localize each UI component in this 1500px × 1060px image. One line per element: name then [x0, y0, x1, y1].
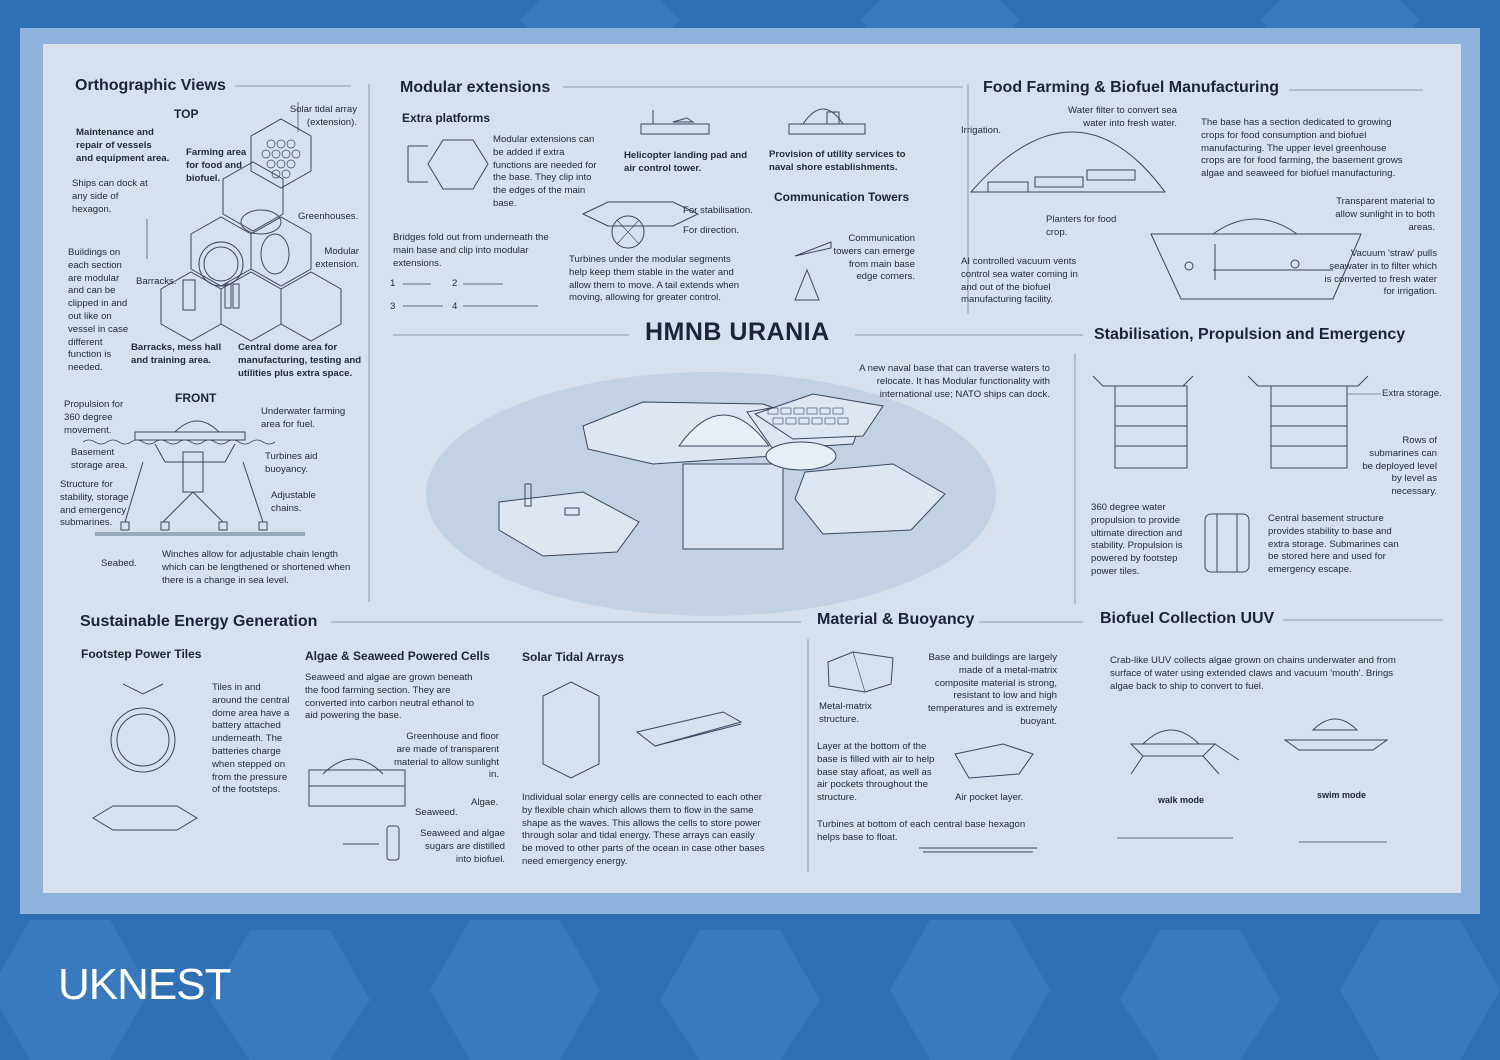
- material-heading: Material & Buoyancy: [817, 611, 975, 628]
- submarine-rows-note: Rows of submarines can be deployed level by level as necessary.: [1362, 435, 1437, 498]
- main-base-illustration: [426, 372, 996, 616]
- algae-note: Algae.: [471, 797, 499, 808]
- food-heading: Food Farming & Biofuel Manufacturing: [983, 79, 1279, 96]
- ships-dock-note: Ships can dock at any side of hexagon.: [72, 178, 148, 215]
- transparent-note: Transparent material to allow sunlight in to both areas.: [1335, 196, 1435, 233]
- footstep-tile-drawing: [93, 684, 197, 830]
- turbines-bottom-drawing: [919, 848, 1037, 852]
- footstep-heading: Footstep Power Tiles: [81, 647, 202, 661]
- propulsion-note: Propulsion for 360 degree movement.: [64, 399, 124, 436]
- comm-towers-note: Communication towers can emerge from main base edge corners.: [833, 233, 915, 283]
- energy-heading: Sustainable Energy Generation: [80, 613, 318, 630]
- solar-array-drawing: [543, 682, 741, 778]
- air-pocket-layer-drawing: [955, 744, 1033, 778]
- central-dome-note: Central dome area for manufacturing, testing and utilities plus extra space.: [238, 342, 362, 379]
- uuv-swim-drawing: [1285, 719, 1387, 750]
- modular-extension-note: Modular extension.: [315, 246, 359, 270]
- propulsion-drum-drawing: [1205, 514, 1249, 572]
- stabilisation-note: For stabilisation.: [683, 205, 753, 216]
- poster-board: [43, 44, 1461, 893]
- algae-greenhouse-drawing: [309, 759, 405, 860]
- food-intro: The base has a section dedicated to growing crops for food consumption and biofuel manufacturing. The upper level greenhouse crops are for food farming, the basement grows algae and seaweed for biofuel manufacturing.: [1201, 117, 1403, 180]
- stab-heading: Stabilisation, Propulsion and Emergency: [1094, 326, 1406, 343]
- air-pocket-note: Air pocket layer.: [955, 792, 1024, 803]
- uuv-walk-drawing: [1131, 730, 1239, 774]
- step-4: 4: [452, 301, 458, 312]
- seabed-note: Seabed.: [101, 558, 137, 569]
- adjustable-chains-note: Adjustable chains.: [271, 490, 316, 514]
- uknest-logo: UKNEST: [58, 960, 231, 1009]
- solar-tidal-array-note: Solar tidal array (extension).: [289, 104, 357, 128]
- uuv-text: Crab-like UUV collects algae grown on chains underwater and from surface of water using extended claws and vacuum 'mouth'. Brings algae back to ship to convert to fuel.: [1110, 655, 1396, 692]
- mess-hall-note: Barracks, mess hall and training area.: [131, 342, 222, 366]
- swim-mode-label: swim mode: [1317, 790, 1367, 800]
- bridge-steps-drawing: [403, 284, 538, 306]
- turbines-float-note: Turbines at bottom of each central base hexagon helps base to float.: [817, 819, 1026, 843]
- planters-note: Planters for food crop.: [1046, 214, 1117, 238]
- helipad-note: Helicopter landing pad and air control tower.: [624, 150, 748, 174]
- maintenance-note: Maintenance and repair of vessels and equipment area.: [76, 127, 170, 164]
- vacuum-straw-note: Vacuum 'straw' pulls seawater in to filter which is converted to fresh water for irrigation.: [1324, 248, 1437, 298]
- irrigation-note: Irrigation.: [961, 125, 1001, 136]
- greenhouses-note: Greenhouses.: [298, 211, 359, 222]
- direction-note: For direction.: [683, 225, 739, 236]
- basement-storage-note: Basement storage area.: [71, 447, 128, 471]
- algae-chain-drawing: [1117, 838, 1387, 842]
- greenhouse-floor-note: Greenhouse and floor are made of transparent material to allow sunlight in.: [393, 731, 499, 781]
- main-subtitle: A new naval base that can traverse waters to relocate. It has Modular functionality with international use; NATO ships can dock.: [859, 363, 1050, 400]
- ortho-heading: Orthographic Views: [75, 77, 226, 94]
- step-2: 2: [452, 278, 458, 289]
- footstep-text: Tiles in and around the central dome area have a battery attached underneath. The batteries charge when stepped on from the pressure of the footsteps.: [212, 682, 290, 796]
- algae-heading: Algae & Seaweed Powered Cells: [305, 649, 490, 663]
- propulsion-360-note: 360 degree water propulsion to provide ultimate direction and stability. Propulsion is powered by footstep power tiles.: [1091, 502, 1183, 577]
- turbines-segments-note: Turbines under the modular segments help keep them stable in the water and allow them to move. A tail extends when moving, allowing for greater control.: [569, 254, 740, 304]
- extra-platforms-heading: Extra platforms: [402, 111, 491, 125]
- communication-tower-drawing: [795, 242, 831, 300]
- turbines-buoyancy-note: Turbines aid buoyancy.: [265, 451, 318, 475]
- step-1: 1: [390, 278, 396, 289]
- seaweed-note: Seaweed.: [415, 807, 458, 818]
- underwater-farming-note: Underwater farming area for fuel.: [261, 406, 346, 430]
- utility-building-drawing: [789, 109, 865, 134]
- solar-heading: Solar Tidal Arrays: [522, 650, 625, 664]
- metal-matrix-drawing: [828, 652, 893, 692]
- top-view-label: TOP: [174, 107, 199, 121]
- step-3: 3: [390, 301, 396, 312]
- extra-platforms-text: Modular extensions can be added if extra functions are needed for the base. They clip into the edges of the main base.: [493, 134, 597, 209]
- material-text: Base and buildings are largely made of a metal-matrix composite material is strong, resistant to low and high temperatures and is extremely buoyant.: [927, 652, 1057, 727]
- utility-note: Provision of utility services to naval shore establishments.: [769, 149, 906, 173]
- algae-text: Seaweed and algae are grown beneath the food farming section. They are converted into carbon neutral ethanol to aid powering the base.: [305, 672, 475, 722]
- central-basement-note: Central basement structure provides stability to base and extra storage. Submarines can be stored here and used for emergency escape.: [1268, 513, 1399, 576]
- metal-matrix-note: Metal-matrix structure.: [819, 701, 872, 725]
- modular-buildings-note: Buildings on each section are modular and can be clipped in and out like on vessel in case different function is needed.: [68, 247, 129, 374]
- solar-text: Individual solar energy cells are connected to each other by flexible chain which allows them to flow in the same shape as the waves. This allows the cells to store power through solar and tidal energy. These arrays can easily be moved to other parts of the ocean in case other bases need emergency energy.: [522, 792, 765, 867]
- extra-storage-note: Extra storage.: [1382, 388, 1442, 399]
- barracks-note: Barracks.: [136, 276, 177, 287]
- modular-heading: Modular extensions: [400, 79, 551, 96]
- bridges-note: Bridges fold out from underneath the main base and clip into modular extensions.: [393, 232, 549, 269]
- helipad-drawing: [641, 110, 709, 134]
- main-title: HMNB URANIA: [645, 318, 830, 346]
- extra-platform-drawing: [408, 140, 488, 189]
- farming-area-note: Farming area for food and biofuel.: [186, 147, 247, 184]
- structure-note: Structure for stability, storage and emergency submarines.: [60, 479, 129, 529]
- water-filter-note: Water filter to convert sea water into fresh water.: [1068, 105, 1177, 129]
- winches-note: Winches allow for adjustable chain length which can be lengthened or shortened when there is a change in sea level.: [162, 549, 351, 586]
- front-view-label: FRONT: [175, 391, 217, 405]
- distilled-note: Seaweed and algae sugars are distilled into biofuel.: [420, 828, 505, 865]
- vacuum-vents-note: AI controlled vacuum vents control sea water coming in and out of the biofuel manufacturing facility.: [961, 256, 1078, 306]
- walk-mode-label: walk mode: [1158, 795, 1205, 805]
- uuv-heading: Biofuel Collection UUV: [1100, 610, 1275, 627]
- greenhouse-dome-drawing: [971, 132, 1165, 192]
- air-layer-note: Layer at the bottom of the base is filled with air to help base stay afloat, as well as air pockets throughout the structure.: [817, 741, 935, 804]
- submarine-storage-drawing: [1093, 376, 1381, 468]
- comm-towers-heading: Communication Towers: [774, 190, 910, 204]
